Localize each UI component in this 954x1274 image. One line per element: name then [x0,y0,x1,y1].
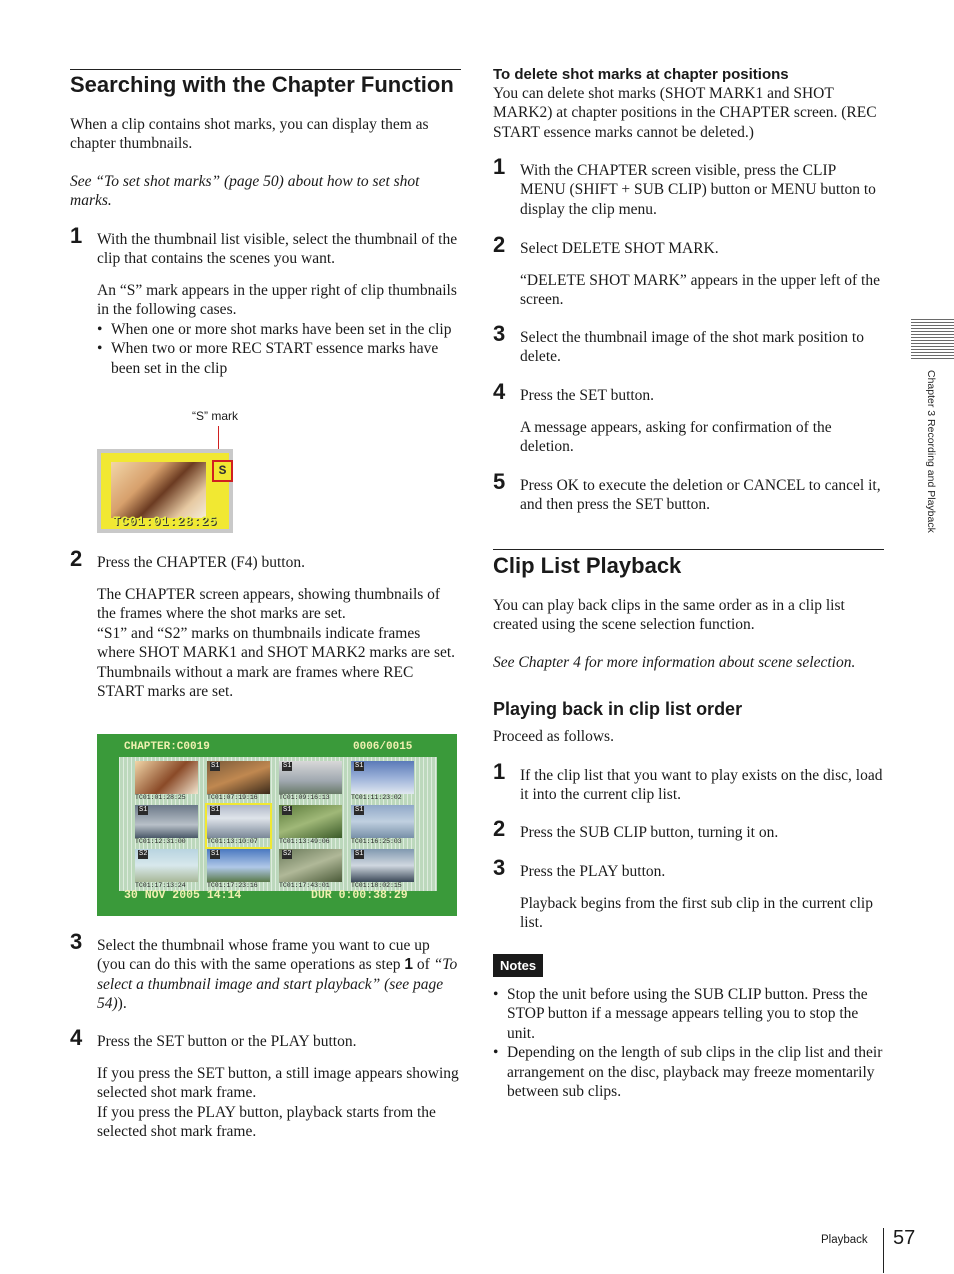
step-text: Press the SET button or the PLAY button. [97,1033,357,1050]
step-text: Press the SUB CLIP button, turning it on. [520,824,779,841]
step-text: Select DELETE SHOT MARK. [520,240,719,257]
thumbnail-timecode: TC01:01:28:25 [135,794,186,801]
chapter-thumbnail [279,805,342,847]
step-detail: “DELETE SHOT MARK” appears in the upper left of the screen. [520,272,880,309]
step-number: 4 [70,1025,83,1050]
detail-line: The CHAPTER screen appears, showing thumbnails of the frames where the shot marks are set. [97,586,441,623]
side-tab-label: Chapter 3 Recording and Playback [925,370,937,533]
see-also-note: See “To set shot marks” (page 50) about how to set shot marks. [70,173,420,210]
thumbnail-timecode: TC01:12:31:00 [135,838,186,845]
section-heading-chapter-search: Searching with the Chapter Function [70,72,454,97]
step-number: 2 [70,546,83,571]
step-number: 3 [70,929,83,954]
playing-heading: Playing back in clip list order [493,699,743,719]
chapter-thumbnail [135,761,198,803]
step-text: Select the thumbnail image of the shot mark position to delete. [520,329,864,366]
chapter-thumbnail [351,849,414,891]
thumbnail-figure [97,449,233,533]
step-number: 3 [493,321,506,346]
section-top-rule [70,69,461,70]
detail-line: If you press the PLAY button, playback starts from the selected shot mark frame. [97,1103,436,1141]
notes-badge: Notes [493,954,543,977]
chapter-thumbnail [207,761,270,803]
shot-mark-label: S1 [211,850,220,858]
step-number: 1 [493,759,506,784]
shot-mark-label: S1 [211,762,220,770]
step-number: 3 [493,855,506,880]
thumbnail-timecode: TC01:17:13:24 [135,882,186,889]
delete-intro: You can delete shot marks (SHOT MARK1 and SHOT MARK2) at chapter positions in the CHAPTER screen. (REC START essence marks cannot be deleted.) [493,85,877,141]
thumbnail-timecode: TC01:11:23:02 [351,794,402,801]
step-number: 1 [70,223,83,248]
step-detail [97,1064,461,1142]
chapter-date: 30 NOV 2005 14:14 [124,889,242,902]
delete-heading: To delete shot marks at chapter positions [493,66,789,83]
shot-mark-label: S1 [139,806,148,814]
step-detail [97,585,461,701]
step-number: 4 [493,379,506,404]
playing-intro: Proceed as follows. [493,728,614,745]
thumbnail-frame [101,453,229,529]
page-number: 57 [893,1227,916,1249]
chapter-title: CHAPTER:C0019 [124,741,210,753]
chapter-thumbnail [135,849,198,891]
thumbnail-grid [119,757,437,891]
note-item: • Depending on the length of sub clips in the clip list and their arrangement on the disc, playback may freeze momentarily between sub clips. [493,1043,884,1101]
step-number: 1 [493,154,506,179]
thumbnail-timecode: TC01:13:10:07 [207,838,258,845]
clip-intro: You can play back clips in the same order as in a clip list created using the scene selection function. [493,597,845,634]
bullet-item: • When one or more shot marks have been set in the clip [97,320,461,339]
detail-line: Thumbnails without a mark are frames where REC START marks are set. [97,663,414,701]
detail-line: If you press the SET button, a still image appears showing selected shot mark frame. [97,1065,459,1102]
thumbnail-timecode: TC01:18:02:15 [351,882,402,889]
shot-mark-label: S2 [283,850,292,858]
step-detail: A message appears, asking for confirmation of the deletion. [520,419,832,456]
thumbnail-timecode: TC01:17:23:16 [207,882,258,889]
clip-see-also: See Chapter 4 for more information about scene selection. [493,654,856,671]
shot-mark-label: S1 [355,806,364,814]
bullet-list [97,320,461,378]
s-mark-icon: S [212,460,233,482]
step-text: Press the SET button. [520,387,655,404]
step-text: Press the CHAPTER (F4) button. [97,554,305,571]
shot-mark-label: S2 [139,850,148,858]
step-text: Press OK to execute the deletion or CANCEL to cancel it, and then press the SET button. [520,477,881,514]
bullet-item: • When two or more REC START essence marks have been set in the clip [97,339,461,378]
thumbnail-timecode: TC01:16:25:03 [351,838,402,845]
chapter-thumbnail [279,761,342,803]
detail-line: “S1” and “S2” marks on thumbnails indicate frames where SHOT MARK1 and SHOT MARK2 marks are set. [97,624,456,662]
step-text: Press the PLAY button. [520,863,666,880]
chapter-thumbnail [135,805,198,847]
chapter-thumbnail [351,805,414,847]
chapter-duration: DUR 0:00:38:29 [311,889,408,902]
section-top-rule [493,549,884,550]
thumbnail-timecode: TC01:07:19:16 [207,794,258,801]
chapter-thumbnail [351,761,414,803]
chapter-thumbnail [279,849,342,891]
step-text: With the thumbnail list visible, select the thumbnail of the clip that contains the scenes you want. [97,231,458,268]
chapter-counter: 0006/0015 [353,741,413,753]
step-text: If the clip list that you want to play exists on the disc, load it into the current clip list. [520,767,883,804]
step-detail: An “S” mark appears in the upper right of clip thumbnails in the following cases. [97,282,457,319]
step-text: With the CHAPTER screen visible, press the CLIP MENU (SHIFT + SUB CLIP) button or MENU button to display the clip menu. [520,162,876,218]
chapter-screen-figure [97,734,457,916]
thumbnail-timecode: TC01:01:28:25 [113,515,218,529]
s-mark-callout-label: “S” mark [192,409,238,423]
footer-section-label: Playback [821,1234,868,1246]
thumbnail-image [135,761,198,794]
thumbnail-timecode: TC01:09:16:13 [279,794,330,801]
shot-mark-label: S1 [283,762,292,770]
shot-mark-label: S1 [355,850,364,858]
section-heading-clip-list-playback: Clip List Playback [493,553,682,578]
notes-list [493,985,884,1101]
step-text: Select the thumbnail whose frame you want to cue up (you can do this with the same operations as step 1 of “To select a thumbnail image and start playback” (see page 54)). [97,937,458,1013]
step-number: 2 [493,232,506,257]
chapter-thumbnail [207,805,270,847]
thumbnail-timecode: TC01:17:43:01 [279,882,330,889]
footer-separator [883,1228,884,1273]
step-number: 2 [493,816,506,841]
shot-mark-label: S1 [283,806,292,814]
side-tab-stripes [911,319,954,361]
shot-mark-label: S1 [355,762,364,770]
step-number: 5 [493,469,506,494]
note-item: • Stop the unit before using the SUB CLIP button. Press the STOP button if a message appears telling you to stop the unit. [493,985,884,1043]
intro-paragraph: When a clip contains shot marks, you can display them as chapter thumbnails. [70,116,429,153]
shot-mark-label: S1 [211,806,220,814]
chapter-thumbnail [207,849,270,891]
step-detail: Playback begins from the first sub clip in the current clip list. [520,895,873,932]
thumbnail-timecode: TC01:13:49:06 [279,838,330,845]
thumbnail-photo [111,462,206,518]
